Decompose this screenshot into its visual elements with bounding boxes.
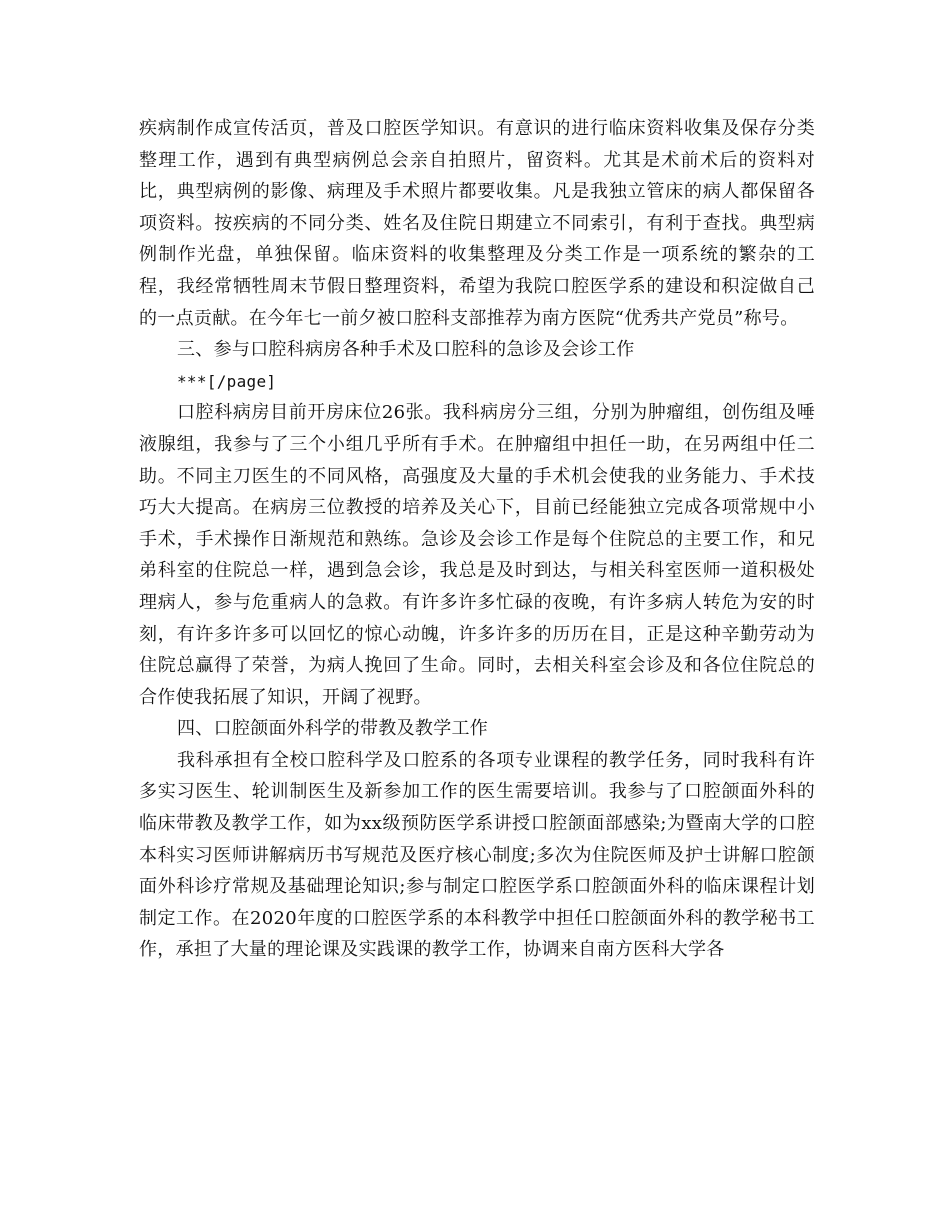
section-heading-3: 三、参与口腔科病房各种手术及口腔科的急诊及会诊工作 [177,339,635,361]
paragraph-ward: 口腔科病房目前开房床位26张。我科病房分三组，分别为肿瘤组，创伤组及唾液腺组，我参与了三个小组几乎所有手术。在肿瘤组中担任一助，在另两组中任二助。不同主刀医生的不同风格，高强度及大量的手术机会使我的业务能力、手术技巧大大提高。在病房三位教授的培养及关心下，目前已经能独立完成各项常规中小手术，手术操作日渐规范和熟练。急诊及会诊工作是每个住院总的主要工作，和兄弟科室的住院总一样，遇到急会诊，我总是及时到达，与相关科室医师一道积极处理病人，参与危重病人的急救。有许多许多忙碌的夜晚，有许多病人转危为安的时刻，有许多许多可以回忆的惊心动魄，许多许多的历历在目，正是这种辛勤劳动为住院总赢得了荣誉，为病人挽回了生命。同时，去相关科室会诊及和各位住院总的合作使我拓展了知识，开阔了视野。 [139,402,815,708]
paragraph-continuation: 疾病制作成宣传活页，普及口腔医学知识。有意识的进行临床资料收集及保存分类整理工作，遇到有典型病例总会亲自拍照片，留资料。尤其是术前术后的资料对比，典型病例的影像、病理及手术照片都要收集。凡是我独立管床的病人都保留各项资料。按疾病的不同分类、姓名及住院日期建立不同索引，有利于查找。典型病例制作光盘，单独保留。临床资料的收集整理及分类工作是一项系统的繁杂的工程，我经常牺牲周末节假日整理资料，希望为我院口腔医学系的建设和积淀做自己的一点贡献。在今年七一前夕被口腔科支部推荐为南方医院“优秀共产党员”称号。 [139,118,815,329]
body-text [139,113,815,966]
page-marker: ***[/page] [177,371,277,391]
paragraph-teaching: 我科承担有全校口腔科学及口腔系的各项专业课程的教学任务，同时我科有许多实习医生、轮训制医生及新参加工作的医生需要培训。我参与了口腔颌面外科的临床带教及教学工作，如为xx级预防医学系讲授口腔颌面部感染;为暨南大学的口腔本科实习医师讲解病历书写规范及医疗核心制度;多次为住院医师及护士讲解口腔颌面外科诊疗常规及基础理论知识;参与制定口腔医学系口腔颌面外科的临床课程计划制定工作。在2020年度的口腔医学系的本科教学中担任口腔颌面外科的教学秘书工作，承担了大量的理论课及实践课的教学工作，协调来自南方医科大学各 [139,749,815,961]
section-heading-4: 四、口腔颌面外科学的带教及教学工作 [177,718,489,740]
